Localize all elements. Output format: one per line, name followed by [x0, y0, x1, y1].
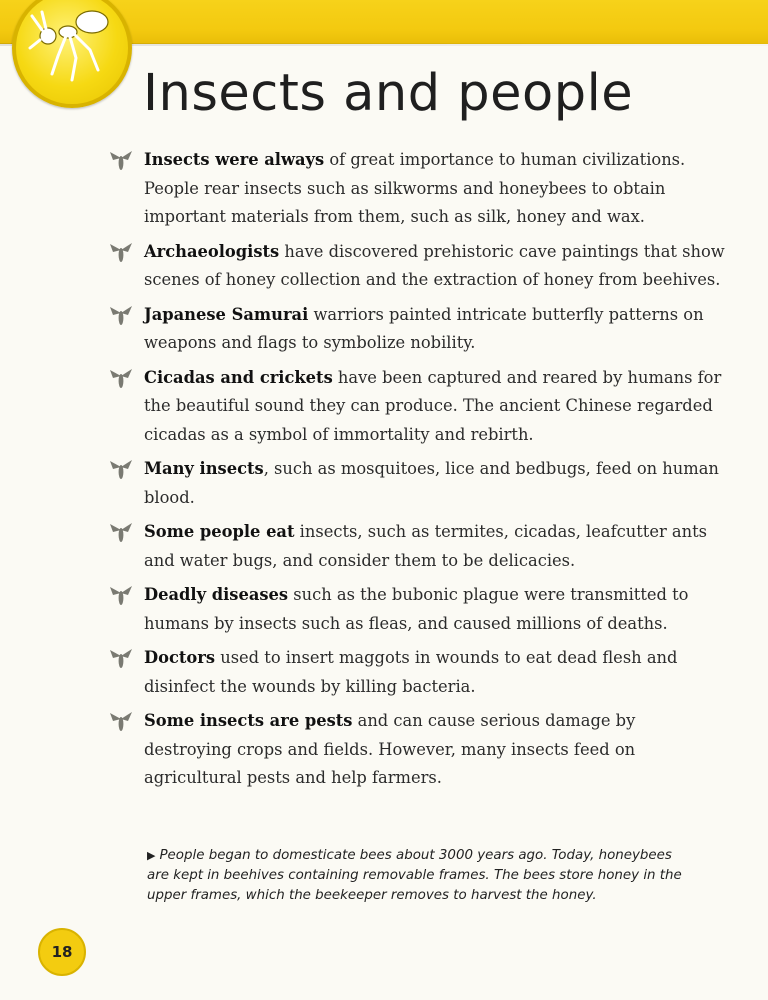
- fly-bullet-icon: [108, 520, 134, 544]
- ant-icon: [22, 0, 122, 98]
- chapter-badge: [12, 0, 132, 108]
- list-item: [108, 707, 728, 793]
- fact-text: of great importance to human civilizations. People rear insects such as silkworms and honeybees to obtain important materials from them, such as silk, honey and wax.: [144, 150, 686, 226]
- page-title: Insects and people: [143, 64, 634, 123]
- fly-bullet-icon: [108, 583, 134, 607]
- list-item: [108, 146, 728, 232]
- list-item: [108, 364, 728, 450]
- fact-lead: Cicadas and crickets: [144, 367, 333, 387]
- fly-bullet-icon: [108, 366, 134, 390]
- fact-text: , such as mosquitoes, lice and bedbugs, feed on human blood.: [144, 459, 719, 507]
- fact-lead: Doctors: [144, 648, 216, 667]
- list-item: [108, 644, 728, 701]
- fact-text: insects, such as termites, cicadas, leafcutter ants and water bugs, and consider them to be delicacies.: [144, 522, 708, 570]
- fact-text: such as the bubonic plague were transmitted to humans by insects such as fleas, and caused millions of deaths.: [144, 585, 689, 633]
- list-item: [108, 518, 728, 575]
- caption-arrow-icon: ▶: [147, 849, 156, 862]
- fact-text: and can cause serious damage by destroying crops and fields. However, many insects feed on agricultural pests and help farmers.: [144, 711, 636, 787]
- fly-bullet-icon: [108, 457, 134, 481]
- fly-bullet-icon: [108, 240, 134, 264]
- image-caption: [147, 846, 687, 906]
- fly-bullet-icon: [108, 646, 134, 670]
- list-item: [108, 455, 728, 512]
- fact-lead: Many insects: [144, 459, 264, 478]
- list-item: [108, 238, 728, 295]
- fly-bullet-icon: [108, 709, 134, 733]
- fact-lead: Archaeologists: [144, 241, 280, 261]
- fly-bullet-icon: [108, 148, 134, 172]
- fact-text: used to insert maggots in wounds to eat dead flesh and disinfect the wounds by killing bacteria.: [144, 648, 678, 696]
- fact-lead: Some people eat: [144, 522, 295, 541]
- fact-lead: Some insects are pests: [144, 711, 353, 730]
- facts-list: [108, 146, 728, 793]
- fact-text: warriors painted intricate butterfly patterns on weapons and flags to symbolize nobility.: [144, 304, 704, 352]
- page-number: 18: [38, 928, 86, 976]
- fact-lead: Insects were always: [144, 150, 325, 169]
- fact-text: have been captured and reared by humans for the beautiful sound they can produce. The ancient Chinese regarded cicadas as a symbol of immortality and rebirth.: [144, 367, 722, 444]
- caption-text: People began to domesticate bees about 3000 years ago. Today, honeybees are kept in beehives containing removable frames. The bees store honey in the upper frames, which the beekeeper removes to harvest the honey.: [147, 848, 682, 903]
- fact-lead: Japanese Samurai: [144, 304, 309, 324]
- fly-bullet-icon: [108, 303, 134, 327]
- fact-text: have discovered prehistoric cave paintings that show scenes of honey collection and the extraction of honey from beehives.: [144, 241, 725, 289]
- fact-lead: Deadly diseases: [144, 585, 289, 604]
- list-item: [108, 301, 728, 358]
- list-item: [108, 581, 728, 638]
